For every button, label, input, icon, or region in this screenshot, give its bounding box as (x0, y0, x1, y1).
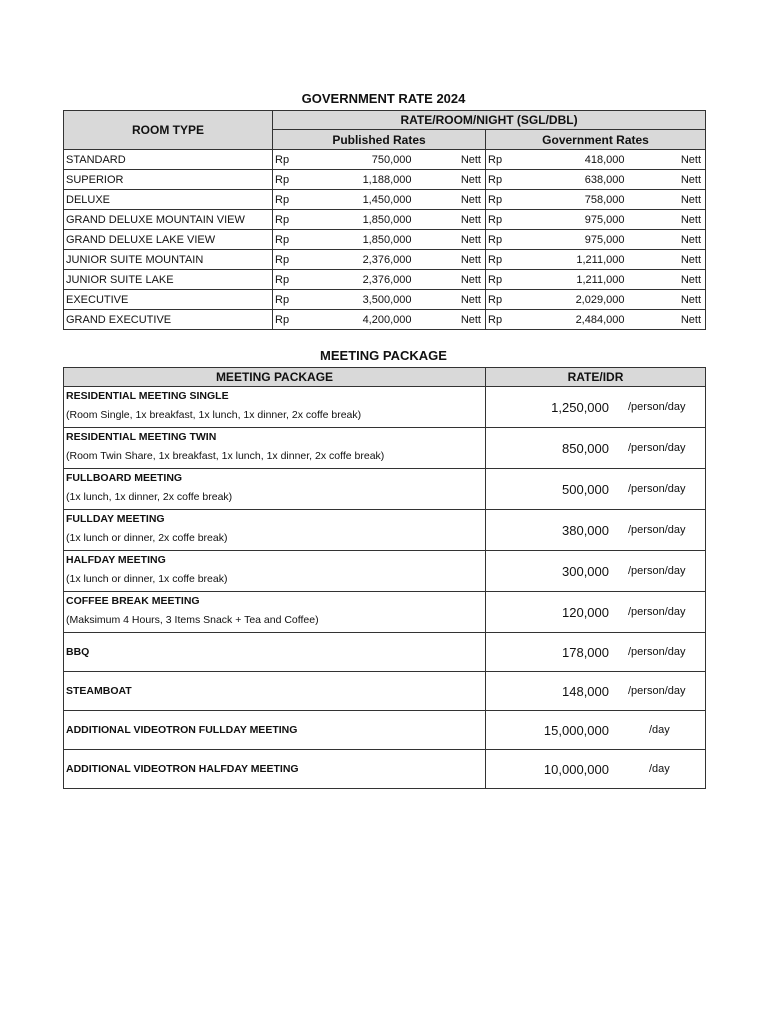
nett-label: Nett (434, 210, 486, 230)
government-rates-header: Government Rates (486, 130, 706, 150)
room-type-cell: STANDARD (64, 150, 273, 170)
room-type-cell: EXECUTIVE (64, 290, 273, 310)
published-rate-value: 4,200,000 (299, 310, 434, 330)
government-rate-value: 975,000 (512, 230, 647, 250)
package-name: FULLDAY MEETING (66, 513, 165, 525)
rate-row (64, 150, 706, 170)
package-rate-cell (486, 672, 706, 711)
meeting-row (64, 387, 706, 428)
package-rate-value: 300,000 (562, 563, 609, 579)
package-rate-unit: /person/day (628, 685, 686, 697)
rate-row (64, 170, 706, 190)
currency-label: Rp (486, 210, 512, 230)
package-rate-value: 15,000,000 (543, 722, 609, 738)
government-rate-value: 975,000 (512, 210, 647, 230)
nett-label: Nett (647, 270, 706, 290)
rate-row (64, 290, 706, 310)
currency-label: Rp (273, 270, 299, 290)
package-rate-value: 500,000 (562, 481, 609, 497)
rate-row (64, 190, 706, 210)
meeting-row (64, 633, 706, 672)
rate-row (64, 230, 706, 250)
nett-label: Nett (434, 170, 486, 190)
rate-row (64, 310, 706, 330)
meeting-row (64, 551, 706, 592)
currency-label: Rp (486, 170, 512, 190)
room-type-cell: JUNIOR SUITE LAKE (64, 270, 273, 290)
package-cell (64, 428, 486, 469)
package-rate-unit: /day (649, 724, 670, 736)
currency-label: Rp (273, 210, 299, 230)
currency-label: Rp (273, 150, 299, 170)
package-rate-cell (486, 469, 706, 510)
package-cell (64, 510, 486, 551)
package-name: FULLBOARD MEETING (66, 472, 183, 484)
rate-per-night-header: RATE/ROOM/NIGHT (SGL/DBL) (273, 111, 706, 130)
room-type-cell: GRAND DELUXE LAKE VIEW (64, 230, 273, 250)
room-type-cell: DELUXE (64, 190, 273, 210)
currency-label: Rp (486, 250, 512, 270)
currency-label: Rp (273, 290, 299, 310)
nett-label: Nett (434, 230, 486, 250)
meeting-row (64, 469, 706, 510)
package-description: (Room Twin Share, 1x breakfast, 1x lunch, 1x dinner, 2x coffe break) (66, 450, 385, 462)
package-description: (1x lunch, 1x dinner, 2x coffe break) (66, 491, 233, 503)
package-name: COFFEE BREAK MEETING (66, 595, 200, 607)
package-rate-cell (486, 633, 706, 672)
nett-label: Nett (647, 310, 706, 330)
package-cell (64, 469, 486, 510)
package-rate-value: 1,250,000 (551, 399, 609, 415)
package-rate-value: 178,000 (562, 644, 609, 660)
package-cell (64, 387, 486, 428)
rate-row (64, 250, 706, 270)
published-rate-value: 1,450,000 (299, 190, 434, 210)
room-type-cell: SUPERIOR (64, 170, 273, 190)
package-cell (64, 672, 486, 711)
currency-label: Rp (486, 290, 512, 310)
package-cell (64, 592, 486, 633)
package-name: HALFDAY MEETING (66, 554, 166, 566)
currency-label: Rp (486, 310, 512, 330)
package-name: RESIDENTIAL MEETING SINGLE (66, 390, 229, 402)
government-rate-value: 2,484,000 (512, 310, 647, 330)
package-rate-value: 380,000 (562, 522, 609, 538)
currency-label: Rp (486, 270, 512, 290)
meeting-package-header: MEETING PACKAGE (64, 368, 486, 387)
meeting-row (64, 428, 706, 469)
government-rate-value: 2,029,000 (512, 290, 647, 310)
package-cell (64, 551, 486, 592)
package-rate-value: 120,000 (562, 604, 609, 620)
package-rate-value: 148,000 (562, 683, 609, 699)
package-rate-unit: /person/day (628, 524, 686, 536)
nett-label: Nett (647, 210, 706, 230)
package-rate-cell (486, 551, 706, 592)
package-cell (64, 633, 486, 672)
rate-row (64, 210, 706, 230)
rate-row (64, 270, 706, 290)
package-rate-unit: /person/day (628, 483, 686, 495)
currency-label: Rp (273, 170, 299, 190)
published-rate-value: 2,376,000 (299, 250, 434, 270)
nett-label: Nett (434, 190, 486, 210)
published-rate-value: 3,500,000 (299, 290, 434, 310)
package-rate-cell (486, 510, 706, 551)
package-rate-cell (486, 428, 706, 469)
nett-label: Nett (647, 290, 706, 310)
package-name: ADDITIONAL VIDEOTRON FULLDAY MEETING (66, 724, 298, 736)
nett-label: Nett (434, 150, 486, 170)
meeting-row (64, 592, 706, 633)
meeting-row (64, 711, 706, 750)
room-type-cell: GRAND DELUXE MOUNTAIN VIEW (64, 210, 273, 230)
package-rate-cell (486, 592, 706, 633)
nett-label: Nett (434, 310, 486, 330)
room-type-cell: GRAND EXECUTIVE (64, 310, 273, 330)
package-rate-unit: /person/day (628, 401, 686, 413)
package-description: (Maksimum 4 Hours, 3 Items Snack + Tea and Coffee) (66, 614, 319, 626)
package-rate-value: 850,000 (562, 440, 609, 456)
nett-label: Nett (647, 190, 706, 210)
currency-label: Rp (273, 230, 299, 250)
published-rate-value: 1,850,000 (299, 210, 434, 230)
meeting-row (64, 750, 706, 789)
published-rate-value: 750,000 (299, 150, 434, 170)
meeting-row (64, 510, 706, 551)
currency-label: Rp (486, 150, 512, 170)
government-rate-table (63, 110, 706, 330)
package-cell (64, 750, 486, 789)
nett-label: Nett (647, 170, 706, 190)
meeting-row (64, 672, 706, 711)
package-name: RESIDENTIAL MEETING TWIN (66, 431, 217, 443)
package-description: (1x lunch or dinner, 2x coffe break) (66, 532, 228, 544)
published-rate-value: 2,376,000 (299, 270, 434, 290)
currency-label: Rp (273, 190, 299, 210)
nett-label: Nett (434, 250, 486, 270)
government-rate-value: 758,000 (512, 190, 647, 210)
currency-label: Rp (273, 250, 299, 270)
currency-label: Rp (486, 190, 512, 210)
room-type-cell: JUNIOR SUITE MOUNTAIN (64, 250, 273, 270)
package-rate-value: 10,000,000 (543, 761, 609, 777)
package-rate-unit: /person/day (628, 646, 686, 658)
package-rate-cell (486, 750, 706, 789)
package-rate-unit: /day (649, 763, 670, 775)
rate-idr-header: RATE/IDR (486, 368, 706, 387)
room-type-header: ROOM TYPE (64, 111, 273, 150)
nett-label: Nett (647, 230, 706, 250)
package-description: (Room Single, 1x breakfast, 1x lunch, 1x dinner, 2x coffe break) (66, 409, 362, 421)
package-rate-unit: /person/day (628, 565, 686, 577)
rate-section-title: GOVERNMENT RATE 2024 (301, 91, 466, 106)
package-name: BBQ (66, 646, 90, 658)
government-rate-value: 638,000 (512, 170, 647, 190)
package-name: STEAMBOAT (66, 685, 132, 697)
package-rate-cell (486, 387, 706, 428)
package-rate-unit: /person/day (628, 606, 686, 618)
government-rate-value: 418,000 (512, 150, 647, 170)
currency-label: Rp (273, 310, 299, 330)
published-rate-value: 1,188,000 (299, 170, 434, 190)
meeting-package-table (63, 367, 706, 789)
nett-label: Nett (647, 150, 706, 170)
currency-label: Rp (486, 230, 512, 250)
package-name: ADDITIONAL VIDEOTRON HALFDAY MEETING (66, 763, 299, 775)
nett-label: Nett (434, 290, 486, 310)
package-cell (64, 711, 486, 750)
package-rate-unit: /person/day (628, 442, 686, 454)
government-rate-value: 1,211,000 (512, 250, 647, 270)
package-rate-cell (486, 711, 706, 750)
published-rate-value: 1,850,000 (299, 230, 434, 250)
meeting-section-title: MEETING PACKAGE (320, 348, 447, 363)
government-rate-value: 1,211,000 (512, 270, 647, 290)
published-rates-header: Published Rates (273, 130, 486, 150)
nett-label: Nett (647, 250, 706, 270)
nett-label: Nett (434, 270, 486, 290)
package-description: (1x lunch or dinner, 1x coffe break) (66, 573, 228, 585)
